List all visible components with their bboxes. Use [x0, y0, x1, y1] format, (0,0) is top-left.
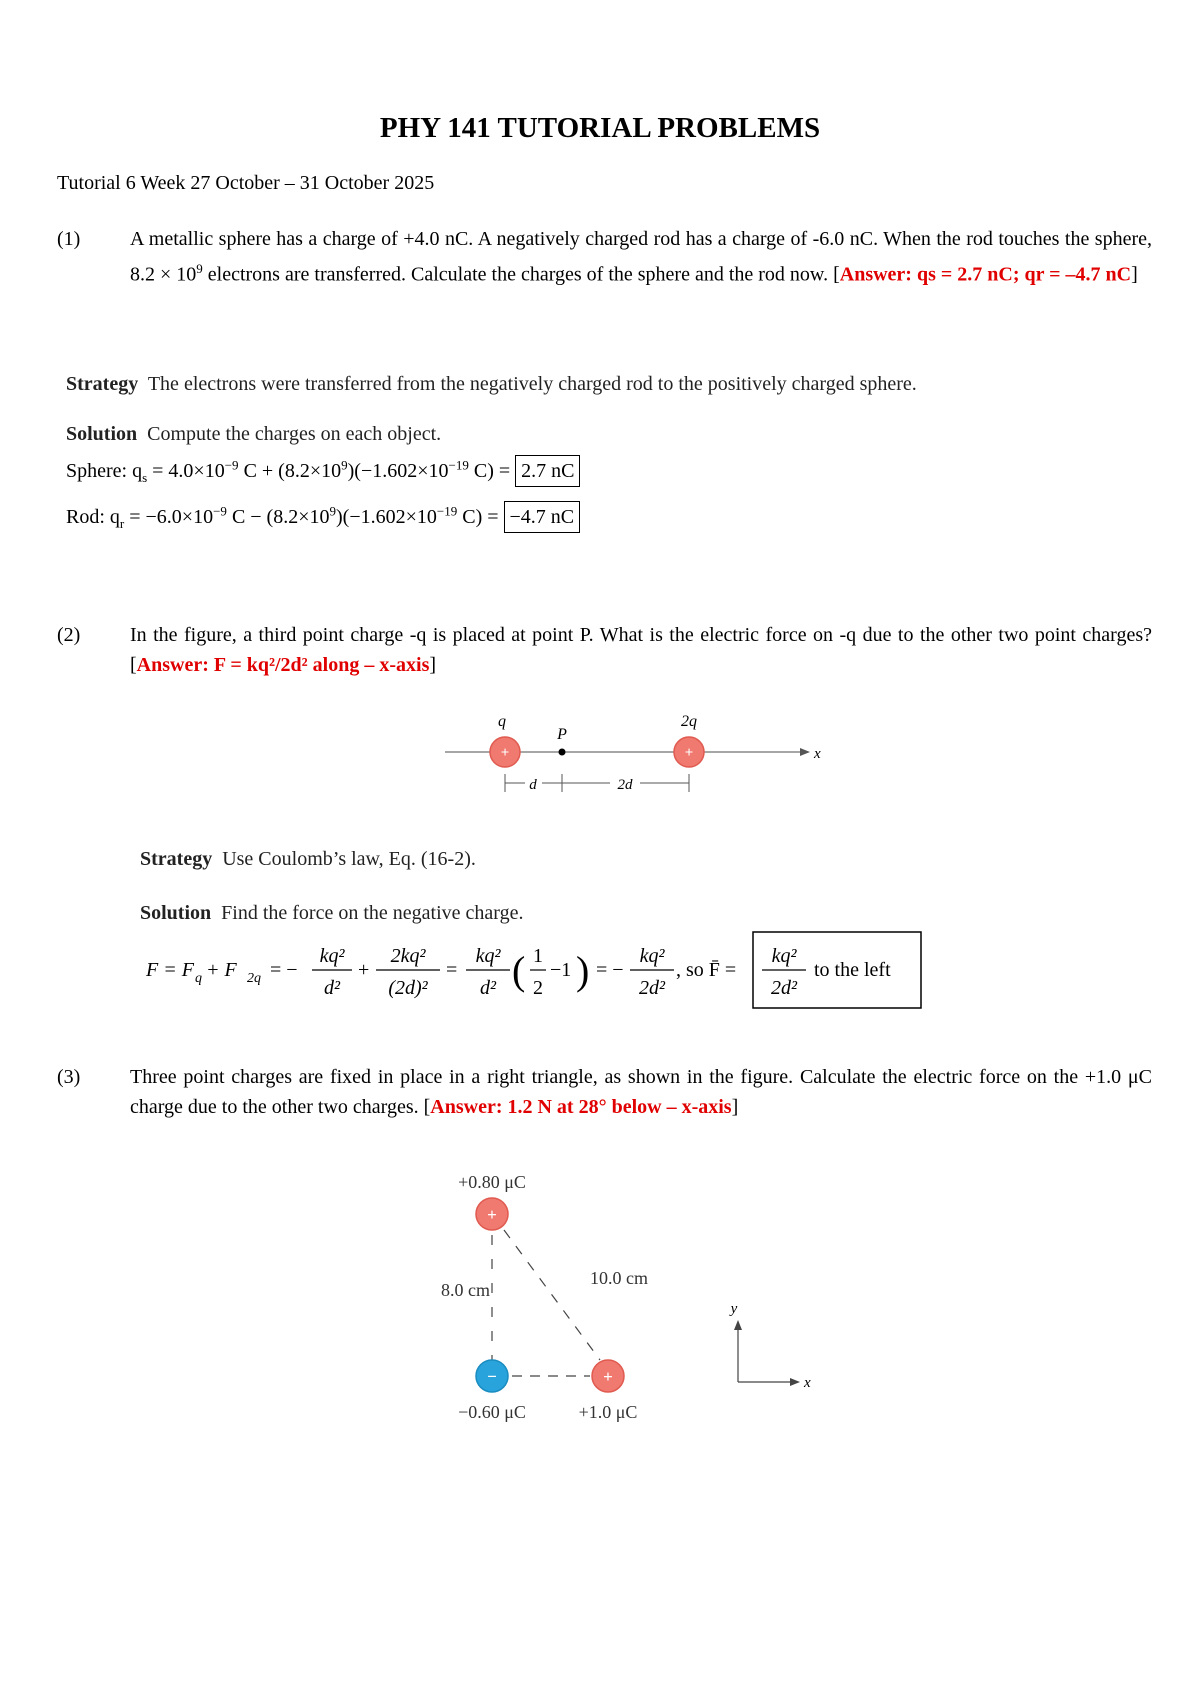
eq1-mid3: )(−1.602×10 — [347, 460, 449, 482]
problem-2-strategy — [140, 848, 476, 871]
charge-bottom-right-label: +1.0 μC — [578, 1402, 638, 1422]
eq2-result-box: −4.7 nC — [504, 501, 581, 533]
x-axis-label: x — [814, 746, 821, 762]
eq1-sub: s — [142, 470, 148, 485]
figure-line-charges — [440, 706, 820, 802]
eq-equals2: = — [446, 959, 458, 981]
solution-label: Solution — [140, 902, 212, 924]
frac1-num: kq² — [319, 945, 345, 967]
problem-2-text — [130, 620, 1152, 680]
problem-2-solution — [140, 902, 523, 925]
page-title: PHY 141 TUTORIAL PROBLEMS — [379, 112, 821, 144]
eq1-exp2: 9 — [341, 457, 348, 473]
eq1-lhs: Sphere: q — [66, 460, 143, 482]
equation-rod — [66, 501, 580, 533]
frac2-den: (2d)² — [388, 977, 428, 999]
solution-text: Compute the charges on each object. — [147, 423, 442, 445]
x-axis-label: x — [804, 1375, 811, 1391]
eq2-mid3: )(−1.602×10 — [336, 506, 437, 528]
eq-equals-minus: = − — [270, 959, 298, 981]
eq1-exp3: −19 — [448, 457, 469, 473]
frac4-num: kq² — [639, 945, 665, 967]
dim-label-d: d — [529, 777, 537, 793]
frac3-num: kq² — [475, 945, 501, 967]
eq1-result-box: 2.7 nC — [515, 455, 580, 487]
problem-3-answer: Answer: 1.2 N at 28° below – x-axis — [430, 1096, 732, 1118]
eq1-mid: = 4.0×10 — [147, 460, 225, 482]
eq2-lhs: Rod: q — [66, 506, 120, 528]
paren-close: ) — [576, 948, 590, 993]
eq1-exp1: −9 — [224, 457, 239, 473]
problem-1-strategy — [66, 373, 917, 396]
charge-top-sign: + — [487, 1205, 497, 1224]
problem-1-answer-open: [ — [833, 263, 840, 286]
problem-2-answer: Answer: F = kq²/2d² along – x-axis — [136, 654, 430, 676]
eq1-mid2: C + (8.2×10 — [238, 460, 342, 482]
eq2-sub: r — [119, 516, 125, 531]
y-axis-label: y — [730, 1301, 738, 1317]
half-den: 2 — [533, 977, 543, 999]
x-axis-arrow-icon — [790, 1378, 800, 1386]
hypotenuse-line — [504, 1230, 600, 1360]
vertical-side-label: 8.0 cm — [441, 1280, 490, 1300]
frac4-den: 2d² — [639, 977, 665, 999]
half-num: 1 — [533, 945, 543, 967]
strategy-text: Use Coulomb’s law, Eq. (16-2). — [222, 848, 476, 870]
problem-1-answer: Answer: qs = 2.7 nC; qr = –4.7 nC — [839, 263, 1132, 286]
charge-bottom-left-label: −0.60 μC — [458, 1402, 526, 1422]
x-axis-arrow-icon — [800, 748, 810, 756]
problem-2-answer-open: [ — [130, 654, 137, 676]
charge-2q-sign: + — [684, 745, 694, 761]
eq-sub-q: q — [195, 971, 202, 986]
y-axis-arrow-icon — [734, 1320, 742, 1330]
eq-equals3: = − — [596, 959, 624, 981]
problem-3-body: Three point charges are fixed in place in a right triangle, as shown in the figure. Calculate the electric force on the +1.0 μC charge due to the other two charges. — [130, 1066, 1152, 1118]
strategy-text: The electrons were transferred from the negatively charged rod to the positively charged sphere. — [147, 373, 917, 395]
charge-bottom-left-sign: − — [487, 1367, 497, 1386]
problem-1-exponent: 9 — [196, 261, 203, 276]
charge-q-label: q — [498, 713, 506, 730]
figure-triangle-charges — [440, 1160, 840, 1430]
problem-1-number: (1) — [57, 228, 81, 250]
eq2-mid2: C − (8.2×10 — [226, 506, 330, 528]
eq-lhs: F = F — [146, 959, 194, 981]
hypotenuse-label: 10.0 cm — [590, 1268, 648, 1288]
frac3-den: d² — [480, 977, 496, 999]
problem-1-answer-close: ] — [1131, 263, 1138, 286]
frac2-num: 2kq² — [390, 945, 426, 967]
box-num: kq² — [771, 945, 797, 967]
problem-2-body: In the figure, a third point charge -q is placed at point P. What is the electric force on -q due to the other two point charges? — [130, 624, 1152, 646]
problem-3-text — [130, 1062, 1152, 1122]
problem-1-solution — [66, 423, 441, 446]
problem-1-body-end: electrons are transferred. Calculate the charges of the sphere and the rod now. — [202, 263, 834, 286]
dim-label-2d: 2d — [617, 777, 633, 793]
eq-plus: + F — [206, 959, 237, 981]
problem-2-answer-close: ] — [429, 654, 437, 676]
strategy-label: Strategy — [140, 848, 213, 870]
eq2-end: C) = — [457, 506, 504, 528]
eq-plus2: + — [358, 959, 370, 981]
point-p-label: P — [557, 726, 567, 743]
problem-3-number: (3) — [57, 1066, 81, 1088]
eq2-exp2: 9 — [329, 503, 336, 519]
problem-1-body: A metallic sphere has a charge of +4.0 nC. A negatively charged rod has a charge of -6.0 nC. When the rod touches the sphere, 8.2 × 10 — [130, 228, 1152, 286]
problem-2-equation — [140, 930, 940, 1012]
problem-1-text — [130, 224, 1152, 290]
paren-open: ( — [512, 948, 526, 993]
eq2-mid: = −6.0×10 — [124, 506, 214, 528]
strategy-label: Strategy — [66, 373, 139, 395]
charge-2q-label: 2q — [681, 713, 697, 730]
charge-q-sign: + — [500, 745, 510, 761]
box-den: 2d² — [771, 977, 797, 999]
eq-sub-2q: 2q — [247, 971, 261, 986]
eq2-exp1: −9 — [213, 503, 227, 519]
point-p — [559, 749, 566, 756]
frac1-den: d² — [324, 977, 340, 999]
charge-bottom-right-sign: + — [603, 1367, 613, 1386]
box-text: to the left — [814, 959, 891, 981]
tutorial-subtitle: Tutorial 6 Week 27 October – 31 October 2025 — [57, 172, 435, 194]
solution-text: Find the force on the negative charge. — [221, 902, 524, 924]
equation-sphere — [66, 455, 580, 487]
eq2-exp3: −19 — [436, 503, 458, 519]
solution-label: Solution — [66, 423, 138, 445]
charge-top-label: +0.80 μC — [458, 1172, 526, 1192]
problem-3-answer-close: ] — [731, 1096, 739, 1118]
eq-so: , so F̄ = — [676, 959, 737, 981]
minus-one: −1 — [550, 959, 572, 981]
eq1-end: C) = — [468, 460, 516, 482]
problem-2-number: (2) — [57, 624, 81, 646]
problem-3-answer-open: [ — [423, 1096, 431, 1118]
